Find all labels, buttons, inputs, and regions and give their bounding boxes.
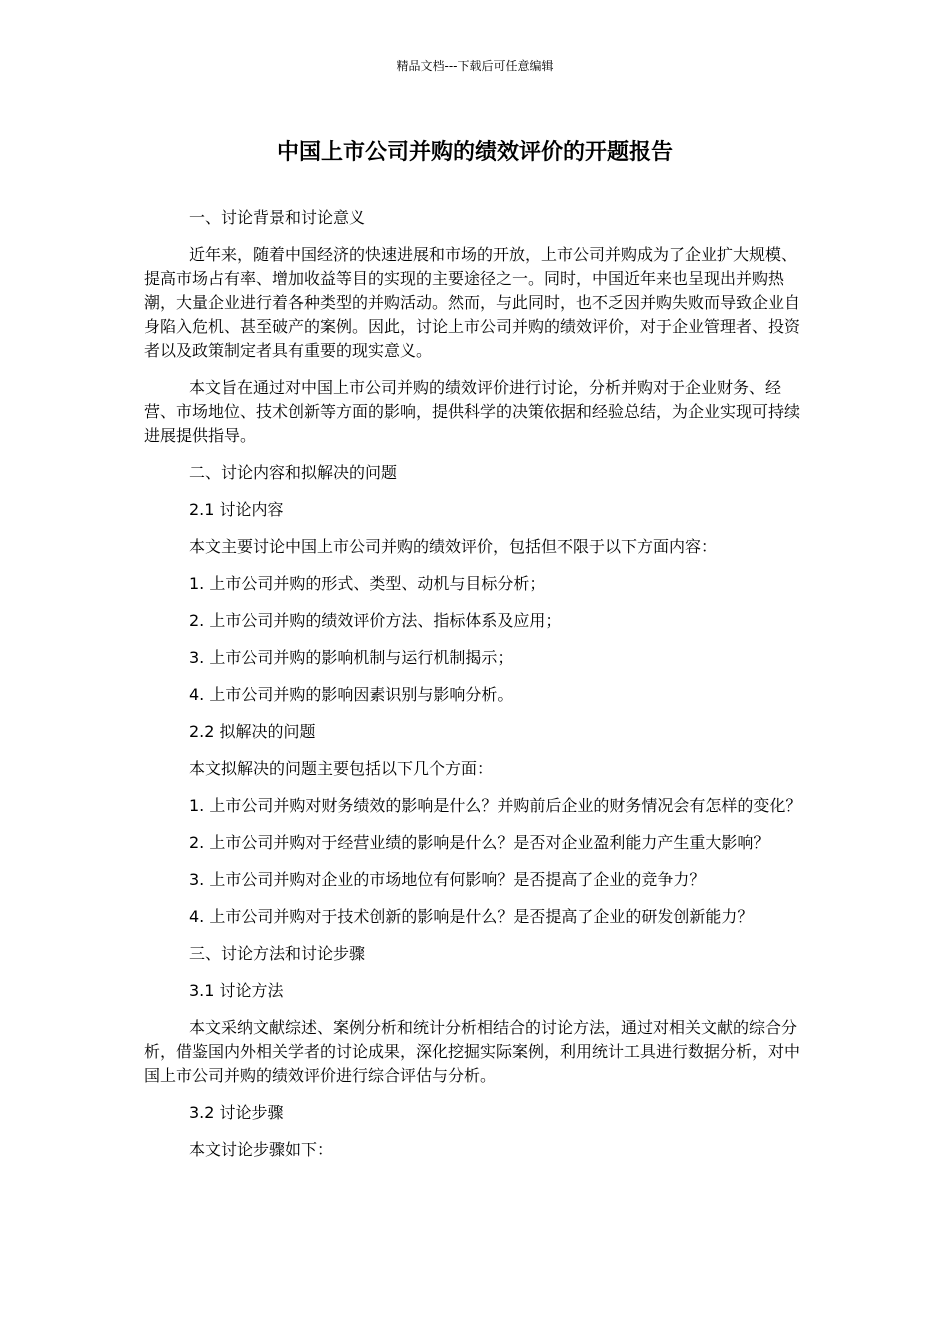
list-item: 3. 上市公司并购对企业的市场地位有何影响？是否提高了企业的竞争力？ bbox=[189, 870, 706, 889]
body-paragraph: 本文采纳文献综述、案例分析和统计分析相结合的讨论方法，通过对相关文献的综合分析，借鉴国内外相关学者的讨论成果，深化挖掘实际案例，利用统计工具进行数据分析，对中国上市公司并购的绩效评价进行综合评估与分析。 bbox=[144, 1018, 801, 1085]
body-paragraph: 近年来，随着中国经济的快速进展和市场的开放，上市公司并购成为了企业扩大规模、提高市场占有率、增加收益等目的实现的主要途径之一。同时，中国近年来也呈现出并购热潮，大量企业进行着各种类型的并购活动。然而，与此同时，也不乏因并购失败而导致企业自身陷入危机、甚至破产的案例。因此，讨论上市公司并购的绩效评价，对于企业管理者、投资者以及政策制定者具有重要的现实意义。 bbox=[144, 245, 801, 360]
body-paragraph: 本文旨在通过对中国上市公司并购的绩效评价进行讨论，分析并购对于企业财务、经营、市场地位、技术创新等方面的影响，提供科学的决策依据和经验总结，为企业实现可持续进展提供指导。 bbox=[144, 378, 801, 445]
list-item: 1. 上市公司并购的形式、类型、动机与目标分析； bbox=[189, 574, 546, 593]
section-heading: 一、讨论背景和讨论意义 bbox=[189, 208, 366, 227]
list-item: 4. 上市公司并购的影响因素识别与影响分析。 bbox=[189, 685, 514, 704]
list-item: 2. 上市公司并购的绩效评价方法、指标体系及应用； bbox=[189, 611, 562, 630]
body-paragraph: 本文拟解决的问题主要包括以下几个方面： bbox=[189, 759, 494, 778]
section-heading: 三、讨论方法和讨论步骤 bbox=[189, 944, 366, 963]
subsection-heading: 2.1 讨论内容 bbox=[189, 500, 284, 519]
list-item: 1. 上市公司并购对财务绩效的影响是什么？并购前后企业的财务情况会有怎样的变化？ bbox=[189, 796, 802, 815]
list-item: 3. 上市公司并购的影响机制与运行机制揭示； bbox=[189, 648, 514, 667]
body-paragraph: 本文讨论步骤如下： bbox=[189, 1140, 334, 1159]
subsection-heading: 3.2 讨论步骤 bbox=[189, 1103, 284, 1122]
document-title: 中国上市公司并购的绩效评价的开题报告 bbox=[276, 140, 673, 165]
subsection-heading: 2.2 拟解决的问题 bbox=[189, 722, 316, 741]
document-body bbox=[144, 206, 812, 1175]
section-heading: 二、讨论内容和拟解决的问题 bbox=[189, 463, 398, 482]
subsection-heading: 3.1 讨论方法 bbox=[189, 981, 284, 1000]
header-note: 精品文档---下载后可任意编辑 bbox=[396, 59, 554, 73]
body-paragraph: 本文主要讨论中国上市公司并购的绩效评价，包括但不限于以下方面内容： bbox=[189, 537, 718, 556]
list-item: 4. 上市公司并购对于技术创新的影响是什么？是否提高了企业的研发创新能力？ bbox=[189, 907, 754, 926]
list-item: 2. 上市公司并购对于经营业绩的影响是什么？是否对企业盈利能力产生重大影响？ bbox=[189, 833, 770, 852]
